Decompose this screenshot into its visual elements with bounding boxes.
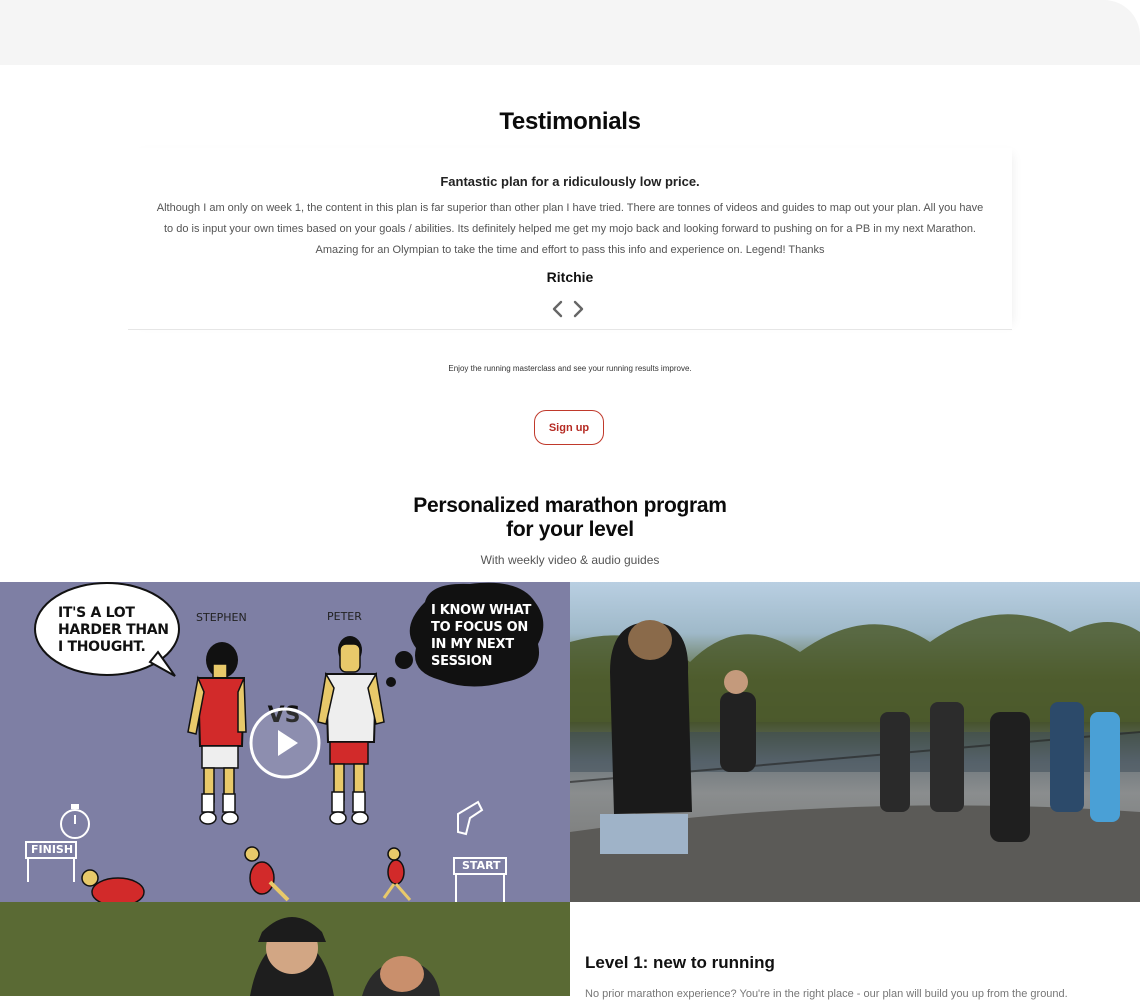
stopwatch-icon bbox=[61, 804, 89, 838]
level-1-description: No prior marathon experience? You're in the right place - our plan will build you up from the ground. bbox=[585, 988, 1068, 1000]
coach-photo bbox=[0, 902, 570, 996]
top-nav-bar bbox=[0, 0, 1140, 65]
start-label: START bbox=[462, 859, 501, 872]
play-icon[interactable] bbox=[251, 709, 319, 777]
bubble-left-text bbox=[58, 605, 169, 656]
testimonial-card bbox=[128, 148, 1012, 330]
bubble-right-line: IN MY NEXT bbox=[431, 637, 514, 652]
finish-label: FINISH bbox=[31, 843, 74, 856]
runner-stephen bbox=[188, 642, 246, 824]
runner-peter bbox=[318, 636, 384, 824]
small-runners bbox=[82, 847, 410, 902]
program-title-line2: for your level bbox=[506, 518, 634, 541]
bubble-left-line: I THOUGHT. bbox=[58, 639, 146, 655]
bubble-right-line: I KNOW WHAT bbox=[431, 603, 532, 618]
bubble-right-text bbox=[431, 602, 531, 670]
bubble-right-line: TO FOCUS ON bbox=[431, 620, 528, 635]
testimonial-carousel-controls bbox=[546, 299, 594, 319]
level-1-title: Level 1: new to running bbox=[585, 953, 775, 972]
bubble-left-line: HARDER THAN bbox=[58, 622, 169, 638]
name-label-stephen: STEPHEN bbox=[196, 611, 247, 624]
bubble-left-line: IT'S A LOT bbox=[58, 605, 135, 621]
group-photo-illustration bbox=[570, 582, 1140, 902]
testimonial-body: Although I am only on week 1, the content in this plan is far superior than other plan I have tried. There are tonnes of videos and guides to map out your plan. All you have to do is input your own times based on your goals / abilities. Its definitely helped me get my mojo back and looking forward to pushing on for a PB in my next Marathon. Amazing for an Olympian to take the time and effort to pass this info and experience on. Legend! Thanks bbox=[156, 202, 984, 256]
testimonial-headline: Fantastic plan for a ridiculously low price. bbox=[440, 174, 700, 189]
program-title-line1: Personalized marathon program bbox=[413, 494, 727, 517]
testimonial-author: Ritchie bbox=[546, 269, 594, 285]
program-subtitle: With weekly video & audio guides bbox=[480, 553, 660, 567]
bubble-right-line: SESSION bbox=[431, 654, 493, 669]
cta-text: Enjoy the running masterclass and see your running results improve. bbox=[448, 364, 692, 373]
chevron-left-icon[interactable] bbox=[548, 299, 568, 319]
testimonials-title: Testimonials bbox=[499, 108, 641, 135]
video-thumbnail[interactable] bbox=[0, 582, 570, 902]
signup-button[interactable]: Sign up bbox=[534, 410, 604, 445]
coach-photo-illustration bbox=[0, 902, 570, 996]
program-title bbox=[0, 494, 1140, 542]
starter-pistol-icon bbox=[458, 802, 482, 834]
name-label-peter: PETER bbox=[327, 610, 362, 623]
chevron-right-icon[interactable] bbox=[568, 299, 588, 319]
group-running-photo bbox=[570, 582, 1140, 902]
